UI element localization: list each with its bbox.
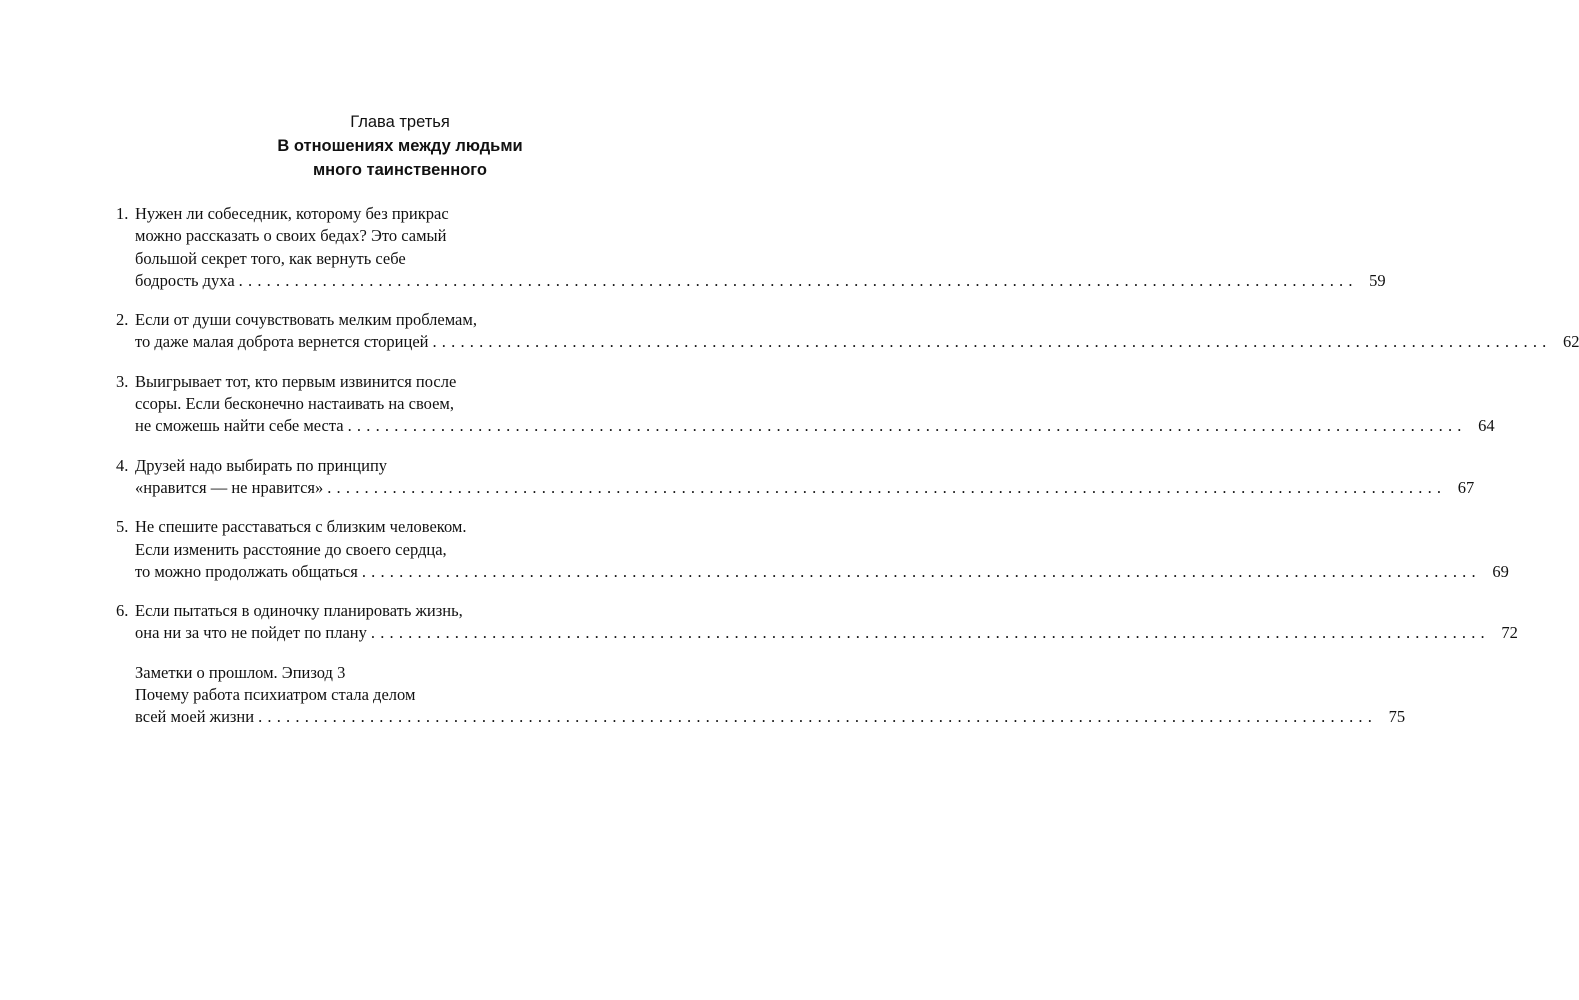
table-of-contents [116, 203, 1579, 729]
toc-entry-number: 6. [116, 601, 129, 621]
toc-entry-text: большой секрет того, как вернуть себе [135, 248, 406, 268]
toc-entry-line [116, 309, 660, 331]
toc-entry-text: то можно продолжать общаться [135, 561, 358, 581]
toc-entry-last-line [116, 415, 1495, 437]
toc-entry-text: «нравится — не нравится» [135, 477, 324, 497]
chapter-title [0, 134, 800, 182]
toc-entry-text: то даже малая доброта вернется сторицей [135, 332, 429, 352]
chapter-label: Глава третья [350, 113, 450, 131]
toc-entry-text: она ни за что не пойдет по плану [135, 623, 367, 643]
toc-entry-last-line [116, 331, 1579, 353]
toc-entry-number: 4. [116, 455, 129, 475]
dot-leader: ........................................................................................................................ [327, 477, 1447, 497]
toc-entry-line [116, 248, 660, 270]
toc-entry-last-line [116, 270, 1386, 292]
toc-entry-number: 3. [116, 371, 129, 391]
toc-entry[interactable] [116, 662, 1406, 729]
toc-entry-number: 5. [116, 517, 129, 537]
toc-entry-text: Выигрывает тот, кто первым извинится после [135, 371, 457, 391]
toc-page-number: 59 [1369, 270, 1386, 290]
toc-entry-text: ссоры. Если бесконечно настаивать на своем, [135, 394, 454, 414]
dot-leader: ........................................................................................................................ [347, 416, 1467, 436]
toc-entry-last-line [116, 622, 1518, 644]
toc-entry-line [116, 539, 660, 561]
toc-entry-text: Не спешите расставаться с близким человеком. [135, 517, 467, 537]
toc-entry-line [116, 662, 660, 684]
toc-entry[interactable] [116, 371, 1495, 438]
toc-entry-text: Друзей надо выбирать по принципу [135, 455, 388, 475]
chapter-title-line-1: В отношениях между людьми [277, 137, 523, 155]
toc-entry-line [116, 684, 660, 706]
toc-page-number: 69 [1492, 561, 1509, 581]
dot-leader: ........................................................................................................................ [370, 623, 1490, 643]
toc-entry[interactable] [116, 516, 1509, 583]
toc-entry-text: Почему работа психиатром стала делом [135, 685, 416, 705]
toc-entry-line [116, 225, 660, 247]
toc-spacer [116, 354, 660, 371]
toc-entry-text: не сможешь найти себе места [135, 416, 344, 436]
dot-leader: ........................................................................................................................ [258, 707, 1378, 727]
toc-entry-last-line [116, 477, 1475, 499]
toc-page-number: 64 [1478, 416, 1495, 436]
toc-entry-line [116, 516, 660, 538]
toc-spacer [116, 583, 660, 600]
toc-entry-line [116, 455, 660, 477]
toc-entry-text: Если пытаться в одиночку планировать жизнь, [135, 601, 463, 621]
toc-entry[interactable] [116, 309, 1579, 354]
toc-entry-text: Заметки о прошлом. Эпизод 3 [135, 662, 346, 682]
toc-entry-line [116, 393, 660, 415]
toc-entry[interactable] [116, 203, 1386, 292]
toc-page-number: 75 [1388, 707, 1406, 727]
toc-entry-text: бодрость духа [135, 270, 235, 290]
toc-entry-text: всей моей жизни [135, 707, 255, 727]
toc-entry[interactable] [116, 600, 1518, 645]
toc-spacer [116, 645, 660, 662]
toc-entry-number: 1. [116, 204, 129, 223]
toc-entry-line [116, 600, 660, 622]
chapter-title-line-2: много таинственного [312, 161, 488, 179]
toc-entry-text: Если изменить расстояние до своего сердца, [135, 539, 447, 559]
toc-spacer [116, 499, 660, 516]
toc-entry-number: 2. [116, 310, 129, 330]
toc-page-number: 62 [1562, 332, 1579, 352]
dot-leader: ........................................................................................................................ [361, 561, 1481, 581]
toc-entry-text: Если от души сочувствовать мелким проблемам, [135, 310, 477, 330]
toc-entry-line [116, 371, 660, 393]
toc-entry-last-line [116, 561, 1509, 583]
dot-leader: ........................................................................................................................ [238, 270, 1358, 290]
toc-entry-line [116, 203, 660, 225]
toc-entry-text: Нужен ли собеседник, которому без прикрас [135, 204, 449, 223]
dot-leader: ........................................................................................................................ [432, 332, 1552, 352]
toc-entry-text: можно рассказать о своих бедах? Это самый [135, 226, 447, 246]
toc-entry-last-line [116, 706, 1406, 728]
toc-entry[interactable] [116, 455, 1475, 500]
toc-spacer [116, 292, 660, 309]
toc-page-number: 67 [1457, 477, 1475, 497]
toc-spacer [116, 438, 660, 455]
toc-page-number: 72 [1501, 623, 1518, 643]
